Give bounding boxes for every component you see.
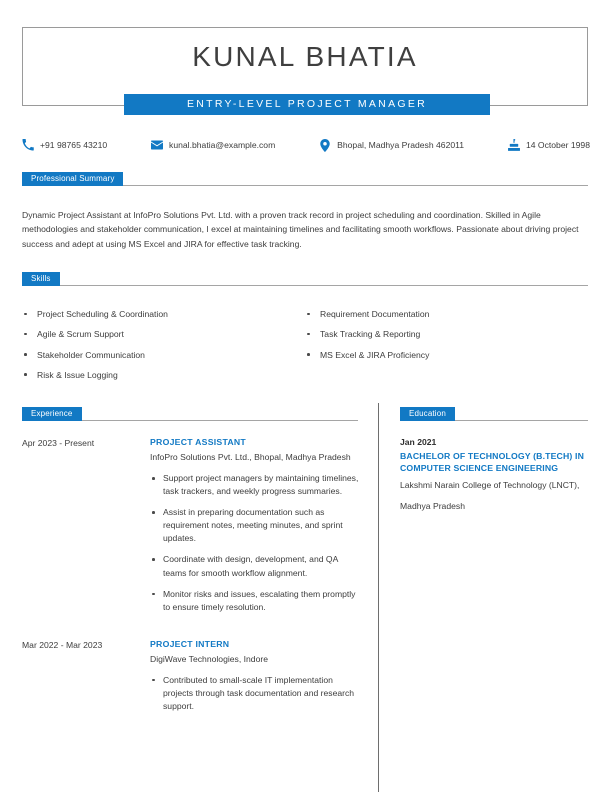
section-label-summary: Professional Summary <box>22 172 123 186</box>
birthday-cake-icon <box>508 139 520 151</box>
list-item: MS Excel & JIRA Proficiency <box>305 349 588 361</box>
skills-column-right <box>305 308 588 389</box>
contact-location <box>319 139 464 151</box>
contact-email-text: kunal.bhatia@example.com <box>169 140 276 150</box>
candidate-name: KUNAL BHATIA <box>192 41 418 72</box>
experience-entry <box>22 436 362 622</box>
section-label-education: Education <box>400 407 455 421</box>
list-item: Risk & Issue Logging <box>22 369 305 381</box>
list-item: Task Tracking & Reporting <box>305 328 588 340</box>
education-region: Madhya Pradesh <box>400 500 465 511</box>
list-item: Coordinate with design, development, and QA teams for smooth workflow alignment. <box>150 553 362 579</box>
section-header-summary <box>22 172 588 186</box>
experience-details <box>144 638 362 721</box>
experience-organization: DigiWave Technologies, Indore <box>150 653 268 664</box>
section-header-education <box>400 407 588 421</box>
list-item: Assist in preparing documentation such as requirement notes, meeting minutes, and sprint updates. <box>150 506 362 545</box>
list-item: Project Scheduling & Coordination <box>22 308 305 320</box>
experience-dates: Apr 2023 - Present <box>22 438 95 448</box>
skills-column-left <box>22 308 305 389</box>
experience-details <box>144 436 362 622</box>
list-item: Contributed to small-scale IT implementation projects through task documentation and research support. <box>150 674 362 713</box>
list-item: Agile & Scrum Support <box>22 328 305 340</box>
list-item: Monitor risks and issues, escalating them promptly to ensure timely resolution. <box>150 588 362 614</box>
section-rule <box>22 285 588 286</box>
experience-role: PROJECT INTERN <box>150 638 230 649</box>
contact-row <box>22 136 590 154</box>
education-school: Lakshmi Narain College of Technology (LNCT), <box>400 479 580 490</box>
skills-list <box>22 308 588 389</box>
phone-icon <box>22 139 34 151</box>
contact-phone-text: +91 98765 43210 <box>40 140 108 150</box>
list-item: Support project managers by maintaining timelines, task trackers, and weekly progress summaries. <box>150 472 362 498</box>
list-item: Requirement Documentation <box>305 308 588 320</box>
job-title-banner: ENTRY-LEVEL PROJECT MANAGER <box>124 94 490 115</box>
list-item: Stakeholder Communication <box>22 349 305 361</box>
map-pin-icon <box>319 139 331 151</box>
envelope-icon <box>151 139 163 151</box>
experience-entry <box>22 638 362 721</box>
section-header-experience <box>22 407 358 421</box>
contact-email <box>151 139 275 151</box>
education-entry <box>400 436 588 513</box>
section-label-skills: Skills <box>22 272 60 286</box>
education-date: Jan 2021 <box>400 437 437 447</box>
summary-text: Dynamic Project Assistant at InfoPro Solutions Pvt. Ltd. with a proven track record in project scheduling and coordination. Skilled in Agile methodologies and stakeholder communication, I excel at maintaining timelines and facilitating smooth workflows. Passionate about driving project success and adept at using MS Excel and JIRA for effective task tracking. <box>22 210 579 249</box>
column-divider <box>378 403 379 792</box>
contact-birthdate-text: 14 October 1998 <box>525 140 590 150</box>
experience-dates: Mar 2022 - Mar 2023 <box>22 639 103 650</box>
education-degree: BACHELOR OF TECHNOLOGY (B.TECH) IN COMPUTER SCIENCE ENGINEERING <box>400 450 584 474</box>
education-list <box>400 436 588 513</box>
section-header-skills <box>22 272 588 286</box>
contact-location-text: Bhopal, Madhya Pradesh 462011 <box>337 140 465 150</box>
contact-birthdate <box>508 139 590 151</box>
experience-organization: InfoPro Solutions Pvt. Ltd., Bhopal, Madhya Pradesh <box>150 452 351 462</box>
experience-role: PROJECT ASSISTANT <box>150 437 246 447</box>
section-label-experience: Experience <box>22 407 82 421</box>
experience-list <box>22 436 362 737</box>
contact-phone <box>22 139 107 151</box>
